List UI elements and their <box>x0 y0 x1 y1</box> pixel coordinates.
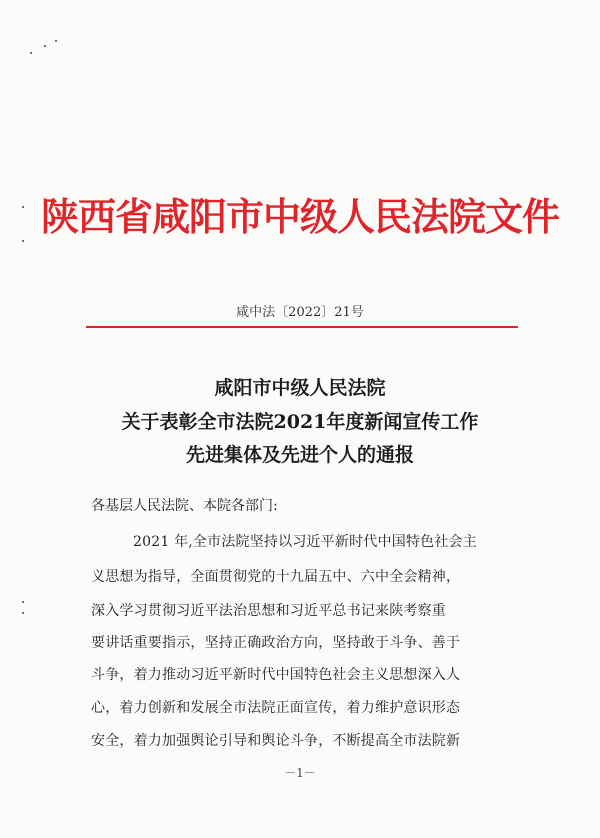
notice-title-line-1: 咸阳市中级人民法院 <box>214 377 386 399</box>
body-line: 2021 年,全市法院坚持以习近平新时代中国特色社会主 <box>133 534 477 550</box>
scan-speck <box>22 601 24 603</box>
page-number: －1－ <box>284 766 316 780</box>
notice-title-line-2: 关于表彰全市法院2021年度新闻宣传工作 <box>121 411 479 433</box>
body-line: 安全，着力加强舆论引导和舆论斗争，不断提高全市法院新 <box>91 733 461 749</box>
body-line: 要讲话重要指示，坚持正确政治方向，坚持敢于斗争、善于 <box>91 635 461 651</box>
body-line: 深入学习贯彻习近平法治思想和习近平总书记来陕考察重 <box>91 603 446 619</box>
body-line: 心，着力创新和发展全市法院正面宣传，着力维护意识形态 <box>91 700 461 716</box>
body-line: 斗争，着力推动习近平新时代中国特色社会主义思想深入人 <box>91 667 461 683</box>
salutation: 各基层人民法院、本院各部门: <box>91 498 278 514</box>
document-header-title: 陕西省咸阳市中级人民法院文件 <box>40 195 559 239</box>
red-divider <box>86 326 518 328</box>
scan-speck <box>55 40 57 42</box>
scan-speck <box>44 45 46 47</box>
scan-speck <box>30 52 32 54</box>
body-line: 义思想为指导，全面贯彻党的十九届五中、六中全会精神， <box>91 569 461 585</box>
scan-speck <box>22 612 24 614</box>
document-number: 咸中法〔2022〕21号 <box>236 305 364 320</box>
notice-title-line-3: 先进集体及先进个人的通报 <box>185 444 414 466</box>
